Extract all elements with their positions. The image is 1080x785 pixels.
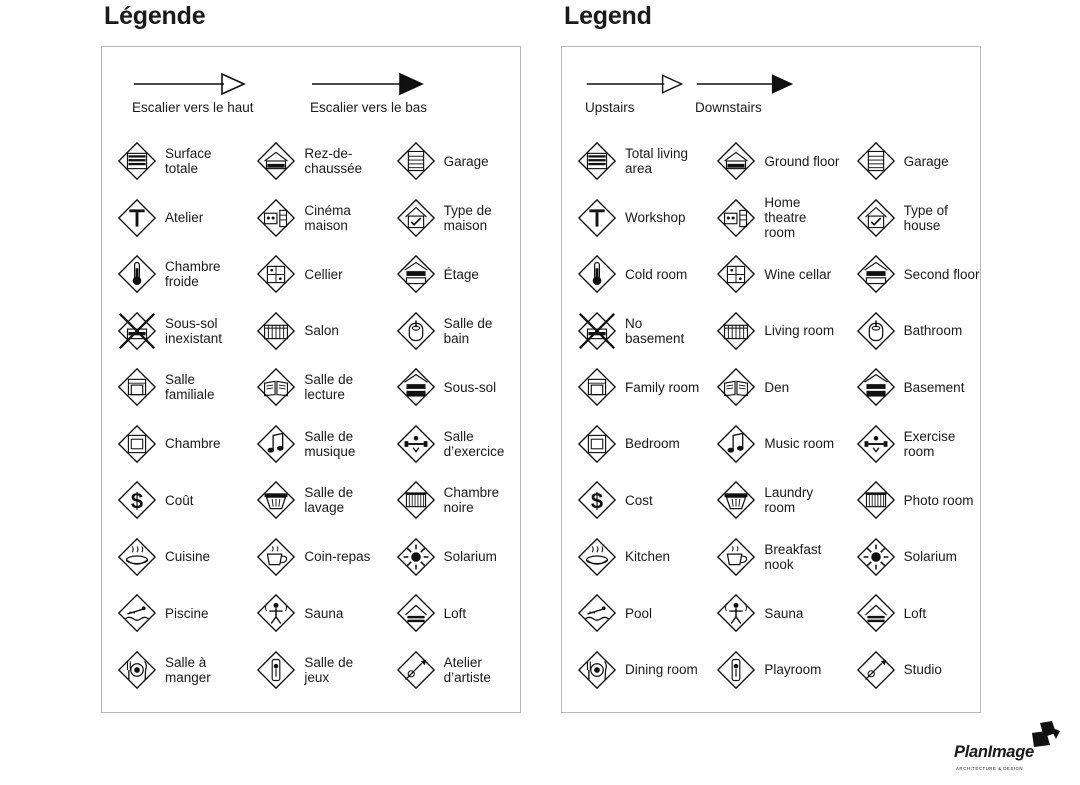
legend-item-label: Cost	[625, 492, 653, 508]
legend-item-label: Solarium	[443, 549, 497, 565]
ground-floor-icon	[715, 140, 757, 182]
no-basement-icon	[576, 310, 618, 352]
bedroom-icon	[576, 423, 618, 465]
legend-item-label: Chambre froide	[165, 259, 221, 290]
legend-item	[241, 133, 380, 190]
legend-item-label: Workshop	[625, 210, 686, 226]
studio-icon	[855, 649, 897, 691]
legend-item-label: Kitchen	[625, 549, 671, 565]
legend-item-label: Pool	[625, 605, 653, 621]
legend-item	[102, 133, 241, 190]
legend-item	[701, 303, 840, 360]
legend-item-label: Photo room	[903, 492, 974, 508]
playroom-icon	[715, 649, 757, 691]
legend-item-label: Salle de lecture	[304, 372, 354, 403]
legend-item	[241, 472, 380, 529]
legend-item	[562, 246, 701, 303]
legend-item	[381, 529, 520, 586]
legend-item-label: Playroom	[764, 662, 822, 678]
dining-room-icon	[116, 649, 158, 691]
basement-icon	[855, 366, 897, 408]
arrow-outline-right-icon	[585, 71, 685, 97]
legend-item-label: Chambre noire	[443, 485, 500, 516]
legend-item-label: Dining room	[625, 662, 698, 678]
legend-item-label: Exercise room	[903, 428, 956, 459]
legend-item-label: Piscine	[165, 605, 209, 621]
legend-item	[701, 585, 840, 642]
legend-item-label: Rez-de-chaussée	[304, 146, 363, 177]
legend-item	[562, 303, 701, 360]
legend-item	[102, 416, 241, 473]
cost-icon	[116, 479, 158, 521]
legend-item-label: Salle familiale	[165, 372, 215, 403]
logo-word-image: Image	[987, 743, 1034, 761]
legend-item-label: Atelier d’artiste	[443, 654, 491, 685]
photo-room-icon	[855, 479, 897, 521]
legend-item	[841, 529, 980, 586]
legend-item-label: Salle à manger	[165, 654, 211, 685]
den-icon	[715, 366, 757, 408]
legend-item-label: Salle de musique	[304, 428, 356, 459]
solarium-icon	[395, 536, 437, 578]
legend-item	[381, 472, 520, 529]
legend-item-label: Salle de jeux	[304, 654, 354, 685]
legend-item-label: Atelier	[165, 210, 204, 226]
legend-item	[701, 190, 840, 247]
dining-room-icon	[576, 649, 618, 691]
legend-item	[562, 190, 701, 247]
legend-item	[241, 303, 380, 360]
legend-item	[562, 585, 701, 642]
arrow-legend-upstairs-label: Escalier vers le haut	[132, 100, 254, 115]
legend-item-label: Studio	[903, 662, 942, 678]
legend-item-label: Étage	[443, 266, 479, 282]
legend-item	[102, 585, 241, 642]
legend-item-label: Chambre	[165, 436, 221, 452]
sauna-icon	[255, 592, 297, 634]
legend-item	[562, 416, 701, 473]
ground-floor-icon	[255, 140, 297, 182]
laundry-room-icon	[715, 479, 757, 521]
wine-cellar-icon	[255, 253, 297, 295]
legend-item-label: Salle de lavage	[304, 485, 354, 516]
legend-item-label: Den	[764, 379, 790, 395]
total-living-area-icon	[116, 140, 158, 182]
legend-grid-en	[562, 133, 980, 698]
legend-item	[102, 303, 241, 360]
playroom-icon	[255, 649, 297, 691]
legend-item-label: Breakfast nook	[764, 541, 822, 572]
legend-item	[241, 642, 380, 699]
arrow-legend-downstairs-label: Downstairs	[695, 100, 762, 115]
arrow-outline-right-icon	[132, 71, 248, 97]
legend-item-label: Garage	[903, 153, 949, 169]
logo-word-plan: Plan	[954, 743, 988, 761]
sauna-icon	[715, 592, 757, 634]
legend-item	[381, 190, 520, 247]
family-room-icon	[576, 366, 618, 408]
legend-item-label: Garage	[443, 153, 489, 169]
svg-text:$: $	[130, 488, 144, 514]
arrow-legend-downstairs	[310, 71, 427, 116]
legend-item-label: Second floor	[903, 266, 980, 282]
basement-icon	[395, 366, 437, 408]
legend-item-label: Loft	[443, 605, 467, 621]
bathroom-icon	[395, 310, 437, 352]
legend-item	[701, 133, 840, 190]
legend-item-label: Loft	[903, 605, 927, 621]
second-floor-icon	[855, 253, 897, 295]
legend-item-label: Bathroom	[903, 323, 963, 339]
pool-icon	[576, 592, 618, 634]
legend-item-label: Salon	[304, 323, 339, 339]
legend-item-label: Coût	[165, 492, 194, 508]
legend-item	[241, 359, 380, 416]
type-of-house-icon	[395, 197, 437, 239]
garage-icon	[395, 140, 437, 182]
solarium-icon	[855, 536, 897, 578]
legend-item	[701, 642, 840, 699]
studio-icon	[395, 649, 437, 691]
music-room-icon	[255, 423, 297, 465]
legend-item	[102, 642, 241, 699]
legend-item-label: Laundry room	[764, 485, 814, 516]
kitchen-icon	[576, 536, 618, 578]
arrow-legend-upstairs	[585, 71, 685, 116]
legend-item-label: Sous-sol	[443, 379, 497, 395]
legend-item	[701, 359, 840, 416]
legend-item	[381, 642, 520, 699]
music-room-icon	[715, 423, 757, 465]
arrow-legend-downstairs-label: Escalier vers le bas	[310, 100, 428, 115]
exercise-room-icon	[855, 423, 897, 465]
exercise-room-icon	[395, 423, 437, 465]
legend-item-label: Surface totale	[165, 146, 212, 177]
legend-item	[241, 190, 380, 247]
legend-item	[241, 585, 380, 642]
legend-item-label: Coin-repas	[304, 549, 371, 565]
photo-room-icon	[395, 479, 437, 521]
legend-item	[701, 529, 840, 586]
second-floor-icon	[395, 253, 437, 295]
legend-item	[701, 472, 840, 529]
legend-item-label: Living room	[764, 323, 835, 339]
arrow-filled-right-icon	[695, 71, 795, 97]
legend-item-label: Sauna	[304, 605, 344, 621]
legend-item	[841, 416, 980, 473]
legend-item-label: Sauna	[764, 605, 804, 621]
legend-item-label: Wine cellar	[764, 266, 832, 282]
legend-item-label: Total living area	[625, 146, 689, 177]
living-room-icon	[255, 310, 297, 352]
logo-tagline: ARCHITECTURE & DESIGN	[956, 766, 1024, 771]
workshop-icon	[116, 197, 158, 239]
legend-item	[102, 529, 241, 586]
legend-grid-fr	[102, 133, 520, 698]
legend-item-label: Type of house	[903, 202, 948, 233]
legend-item-label: Solarium	[903, 549, 957, 565]
legend-item	[841, 246, 980, 303]
legend-item-label: Family room	[625, 379, 700, 395]
family-room-icon	[116, 366, 158, 408]
legend-item	[841, 585, 980, 642]
wine-cellar-icon	[715, 253, 757, 295]
no-basement-icon	[116, 310, 158, 352]
pool-icon	[116, 592, 158, 634]
legend-item-label: Salle d’exercice	[443, 428, 505, 459]
legend-item	[841, 642, 980, 699]
legend-item	[381, 416, 520, 473]
page-title-fr: Légende	[104, 2, 206, 30]
arrow-legend-row	[102, 71, 520, 141]
home-theatre-icon	[715, 197, 757, 239]
legend-item-label: Type de maison	[443, 202, 492, 233]
svg-text:$: $	[590, 488, 604, 514]
legend-item	[562, 359, 701, 416]
loft-icon	[855, 592, 897, 634]
arrow-filled-right-icon	[310, 71, 426, 97]
legend-item	[701, 246, 840, 303]
legend-item	[381, 133, 520, 190]
legend-item	[562, 642, 701, 699]
workshop-icon	[576, 197, 618, 239]
legend-item	[841, 359, 980, 416]
breakfast-nook-icon	[715, 536, 757, 578]
home-theatre-icon	[255, 197, 297, 239]
legend-item	[102, 190, 241, 247]
legend-item-label: Cuisine	[165, 549, 211, 565]
total-living-area-icon	[576, 140, 618, 182]
arrow-legend-upstairs-label: Upstairs	[585, 100, 635, 115]
legend-item-label: Cold room	[625, 266, 688, 282]
legend-item	[701, 416, 840, 473]
legend-item	[241, 529, 380, 586]
legend-item-label: No basement	[625, 315, 685, 346]
legend-item-label: Sous-sol inexistant	[165, 315, 223, 346]
legend-item	[562, 472, 701, 529]
cold-room-icon	[576, 253, 618, 295]
garage-icon	[855, 140, 897, 182]
bathroom-icon	[855, 310, 897, 352]
kitchen-icon	[116, 536, 158, 578]
planimage-logo	[954, 723, 1066, 771]
legend-item	[381, 246, 520, 303]
loft-icon	[395, 592, 437, 634]
legend-panel-en	[561, 46, 981, 713]
legend-item-label: Cellier	[304, 266, 343, 282]
type-of-house-icon	[855, 197, 897, 239]
cold-room-icon	[116, 253, 158, 295]
arrow-legend-row	[562, 71, 980, 141]
legend-item-label: Bedroom	[625, 436, 680, 452]
legend-item	[381, 359, 520, 416]
legend-item	[841, 190, 980, 247]
logo-wordmark	[954, 743, 1034, 762]
arrow-legend-downstairs	[695, 71, 795, 116]
legend-item	[381, 303, 520, 360]
legend-item	[102, 246, 241, 303]
legend-item	[102, 472, 241, 529]
legend-item	[841, 472, 980, 529]
laundry-room-icon	[255, 479, 297, 521]
legend-item	[102, 359, 241, 416]
legend-item-label: Cinéma maison	[304, 202, 351, 233]
legend-item-label: Ground floor	[764, 153, 840, 169]
legend-item-label: Salle de bain	[443, 315, 493, 346]
den-icon	[255, 366, 297, 408]
living-room-icon	[715, 310, 757, 352]
breakfast-nook-icon	[255, 536, 297, 578]
page-title-en: Legend	[564, 2, 652, 30]
legend-item	[241, 416, 380, 473]
legend-panel-fr	[101, 46, 521, 713]
arrow-legend-upstairs	[132, 71, 254, 116]
legend-item-label: Music room	[764, 436, 835, 452]
legend-item	[562, 529, 701, 586]
cost-icon	[576, 479, 618, 521]
legend-item	[841, 133, 980, 190]
legend-item	[381, 585, 520, 642]
legend-item	[841, 303, 980, 360]
legend-item-label: Home theatre room	[764, 195, 807, 241]
legend-item	[562, 133, 701, 190]
bedroom-icon	[116, 423, 158, 465]
legend-item-label: Basement	[903, 379, 965, 395]
legend-item	[241, 246, 380, 303]
